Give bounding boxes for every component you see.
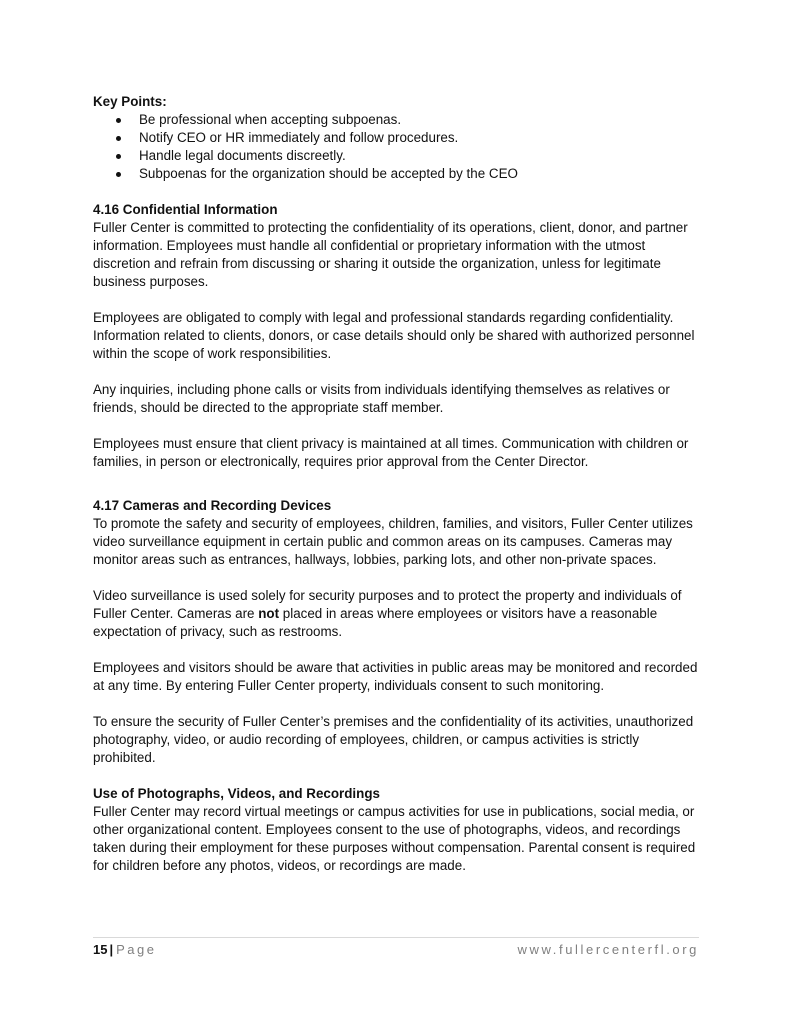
photos-section-heading: Use of Photographs, Videos, and Recordings — [93, 786, 380, 801]
page-number-block — [93, 942, 156, 957]
section-417-paragraph-3: Employees and visitors should be aware that activities in public areas may be monitored and recorded at any time. By entering Fuller Center property, individuals consent to such monitoring. — [93, 660, 698, 693]
paragraph-text: Video surveillance is used solely for security purposes and to protect the property and individuals of Fuller Center. Cameras are — [93, 588, 682, 621]
list-item-text: Notify CEO or HR immediately and follow procedures. — [139, 130, 459, 145]
website-url: www.fullercenterfl.org — [517, 942, 699, 957]
section-416-paragraph-1: Fuller Center is committed to protecting the confidentiality of its operations, client, donor, and partner information. Employees must handle all confidential or proprietary information with the utmost discretion and refrain from discussing or sharing it outside the organization, unless for legitimate business purposes. — [93, 220, 688, 289]
list-item — [93, 111, 699, 129]
page-number: 15 — [93, 942, 108, 957]
section-417-paragraph-2 — [93, 587, 699, 641]
page-footer — [93, 937, 699, 957]
key-points-heading: Key Points: — [93, 94, 167, 109]
key-points-list — [93, 111, 699, 183]
section-417-heading: 4.17 Cameras and Recording Devices — [93, 498, 332, 513]
page-separator: | — [109, 942, 114, 957]
section-416-paragraph-4: Employees must ensure that client privacy is maintained at all times. Communication with children or families, in person or electronically, requires prior approval from the Center Director. — [93, 436, 689, 469]
section-416-paragraph-2: Employees are obligated to comply with legal and professional standards regarding confidentiality. Information related to clients, donors, or case details should only be shared with authorized personnel within the scope of work responsibilities. — [93, 310, 695, 361]
list-item — [93, 147, 699, 165]
page-label: Page — [116, 942, 157, 957]
bullet-icon — [116, 118, 121, 123]
section-417-paragraph-1: To promote the safety and security of employees, children, families, and visitors, Fuller Center utilizes video surveillance equipment in certain public and common areas on its campuses. Cameras may monitor areas such as entrances, hallways, lobbies, parking lots, and other non-private spaces. — [93, 516, 693, 567]
list-item — [93, 165, 699, 183]
bullet-icon — [116, 136, 121, 141]
section-417-paragraph-4: To ensure the security of Fuller Center’s premises and the confidentiality of its activities, unauthorized photography, video, or audio recording of employees, children, or campus activities is strictly prohibited. — [93, 714, 694, 765]
document-page — [93, 93, 699, 875]
section-416-paragraph-3: Any inquiries, including phone calls or visits from individuals identifying themselves as relatives or friends, should be directed to the appropriate staff member. — [93, 382, 670, 415]
paragraph-text: placed in areas where employees or visitors have a reasonable expectation of privacy, such as restrooms. — [93, 606, 658, 639]
list-item-text: Be professional when accepting subpoenas. — [139, 112, 402, 127]
list-item-text: Handle legal documents discreetly. — [139, 148, 346, 163]
list-item-text: Subpoenas for the organization should be accepted by the CEO — [139, 166, 518, 181]
emphasis-not: not — [258, 606, 280, 621]
section-416-heading: 4.16 Confidential Information — [93, 202, 278, 217]
bullet-icon — [116, 154, 121, 159]
photos-section-paragraph: Fuller Center may record virtual meetings or campus activities for use in publications, social media, or other organizational content. Employees consent to the use of photographs, videos, and recordings taken during their employment for these purposes without compensation. Parental consent is required for children before any photos, videos, or recordings are made. — [93, 804, 696, 873]
list-item — [93, 129, 699, 147]
bullet-icon — [116, 172, 121, 177]
